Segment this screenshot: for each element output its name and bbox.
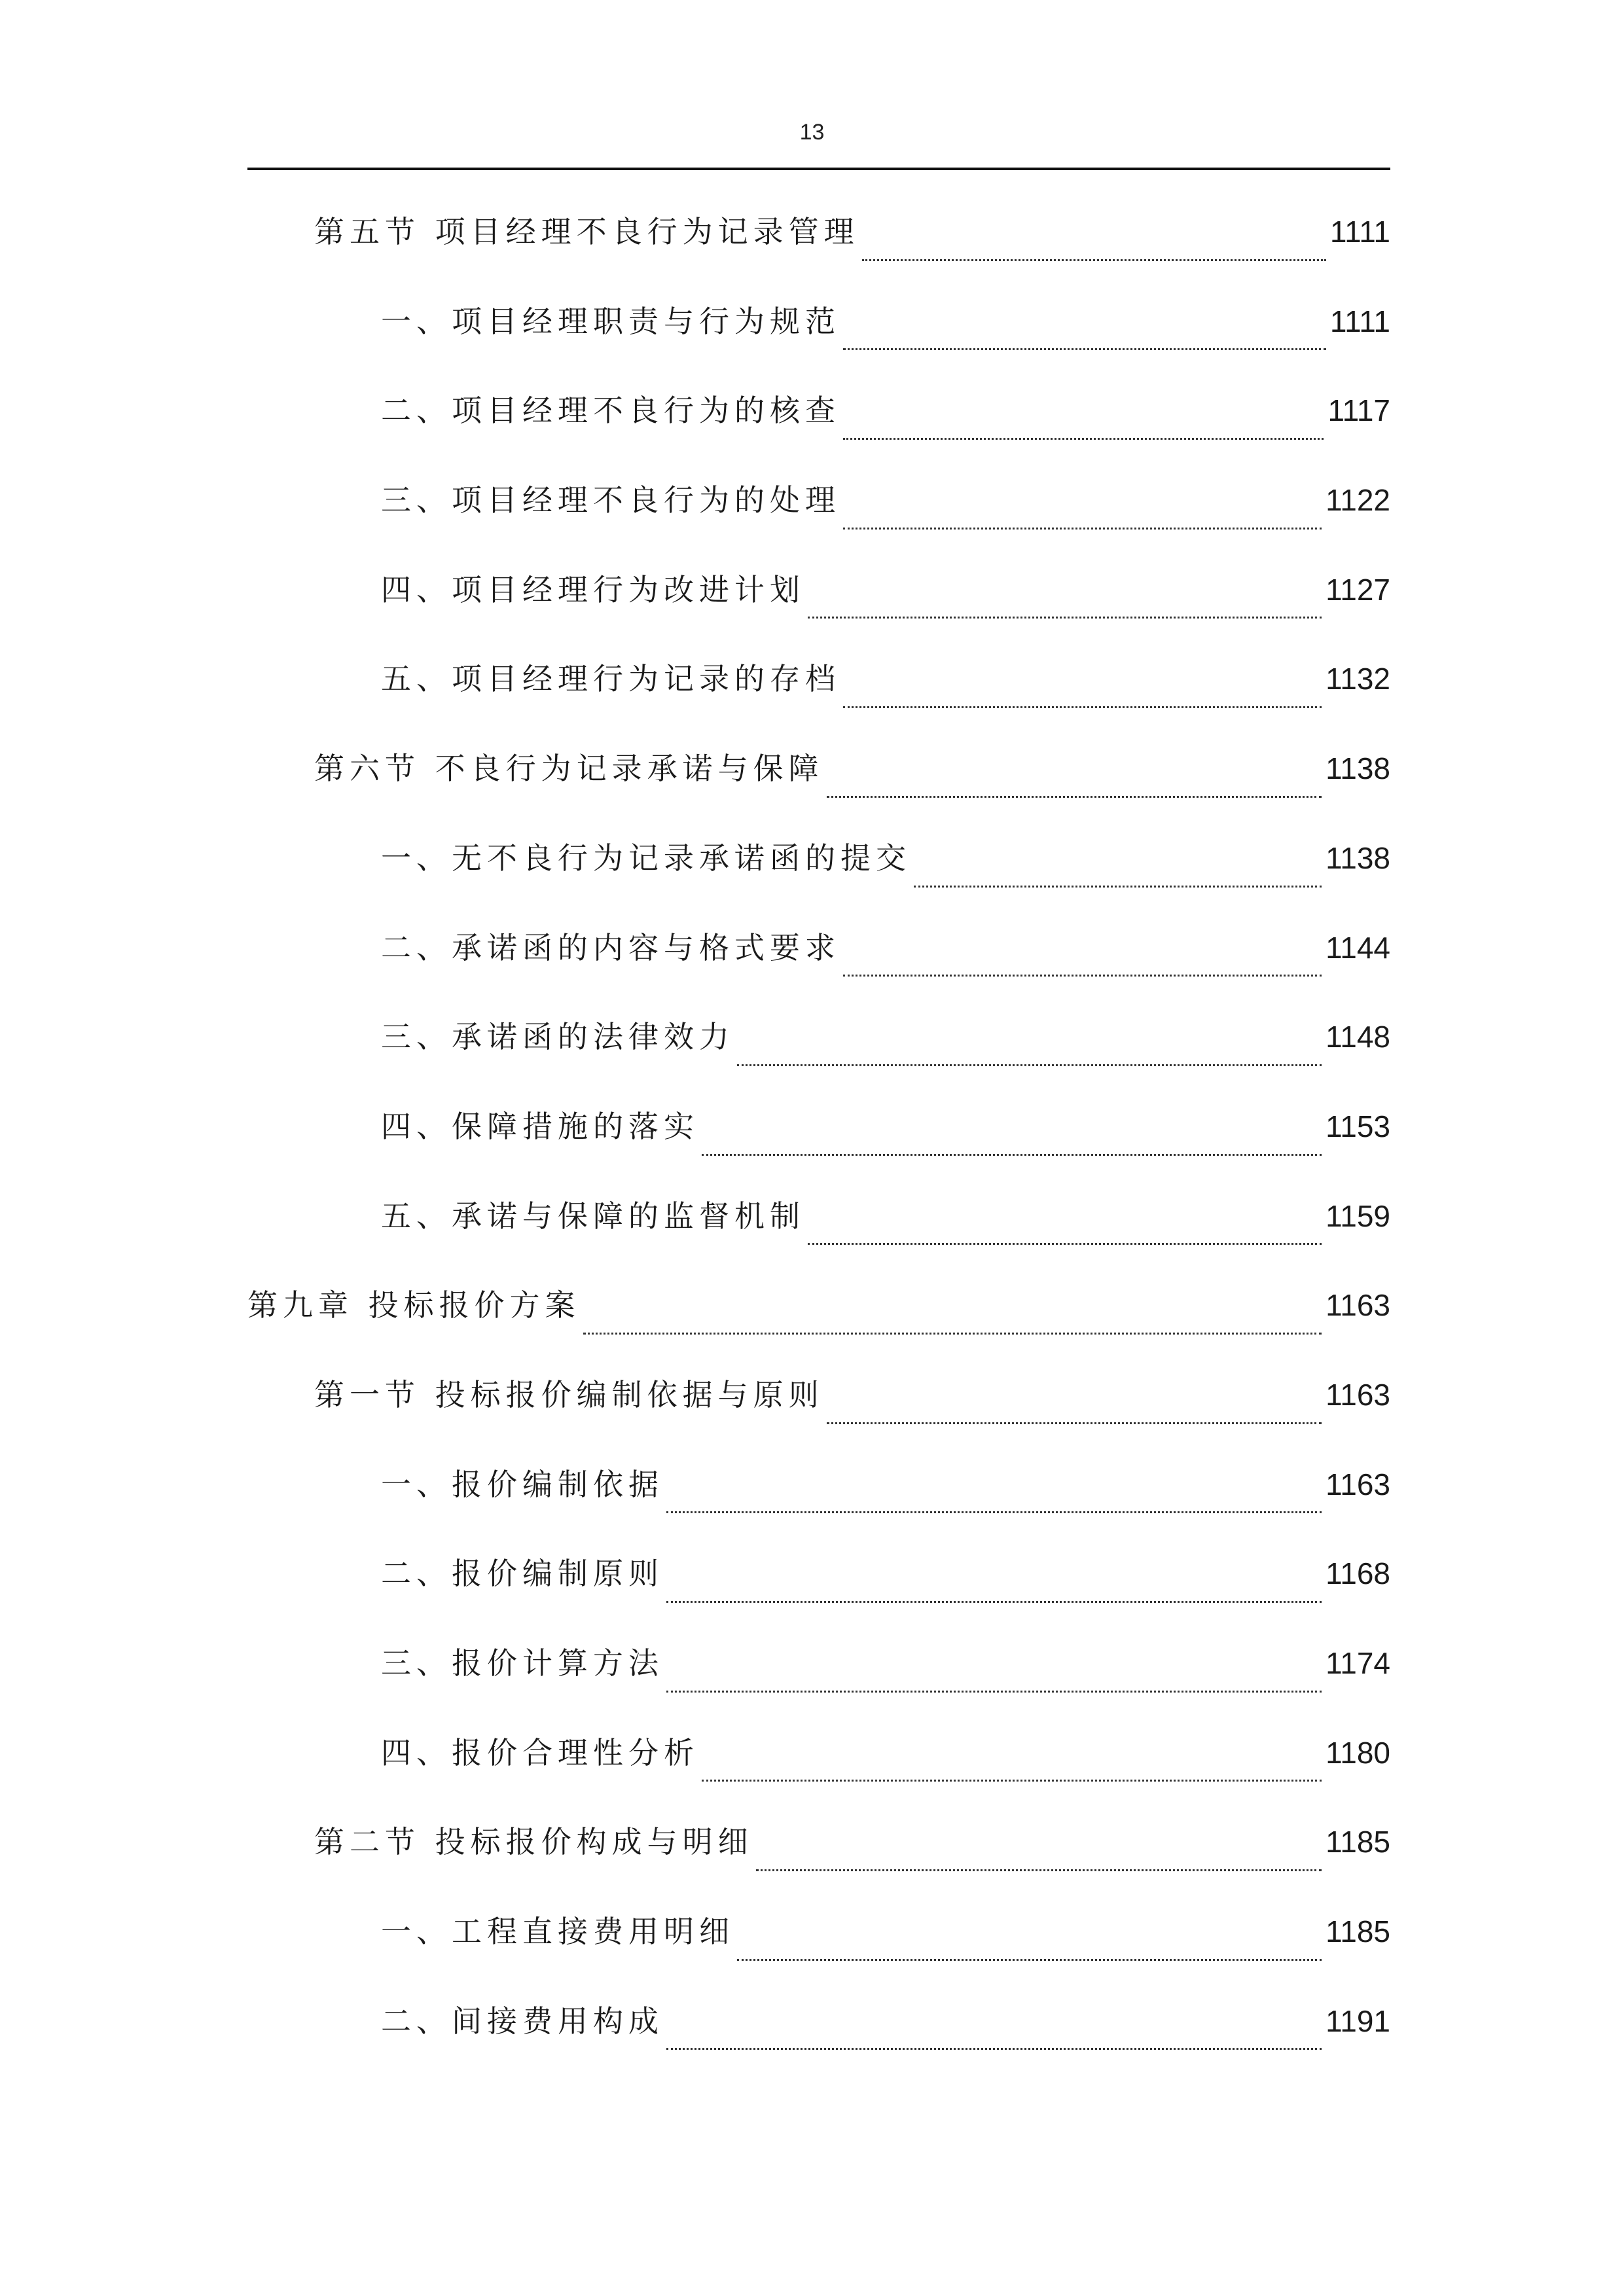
toc-entry-title: 三、项目经理不良行为的处理 — [381, 482, 840, 518]
toc-entry[interactable] — [247, 655, 1390, 745]
toc-entry-page-number: 1153 — [1326, 1109, 1390, 1143]
toc-entry[interactable] — [247, 387, 1390, 476]
toc-entry-title: 二、项目经理不良行为的核查 — [381, 393, 840, 429]
toc-entry[interactable] — [247, 298, 1390, 387]
toc-entry-title: 四、项目经理行为改进计划 — [381, 571, 805, 607]
toc-entry-page-number: 1111 — [1329, 215, 1390, 249]
toc-entry-page-number: 1138 — [1326, 751, 1390, 786]
toc-entry-page-number: 1117 — [1327, 393, 1390, 428]
toc-dot-leader — [666, 1691, 1322, 1693]
toc-dot-leader — [827, 796, 1322, 798]
toc-dot-leader — [843, 706, 1322, 708]
toc-entry-title: 四、保障措施的落实 — [381, 1108, 699, 1144]
toc-entry-page-number: 1163 — [1326, 1377, 1390, 1412]
toc-entry[interactable] — [247, 1729, 1390, 1819]
toc-entry-title: 五、项目经理行为记录的存档 — [381, 661, 840, 697]
toc-entry[interactable] — [247, 745, 1390, 834]
toc-entry[interactable] — [247, 924, 1390, 1014]
toc-dot-leader — [808, 617, 1322, 619]
toc-entry-page-number: 1111 — [1329, 304, 1390, 338]
toc-entry[interactable] — [247, 476, 1390, 566]
toc-entry-title: 一、报价编制依据 — [381, 1466, 664, 1502]
toc-entry[interactable] — [247, 1193, 1390, 1282]
toc-dot-leader — [843, 438, 1324, 440]
toc-entry[interactable] — [247, 834, 1390, 924]
toc-entry[interactable] — [247, 1908, 1390, 1998]
toc-entry[interactable] — [247, 208, 1390, 298]
toc-entry-title: 第二节 投标报价构成与明细 — [314, 1824, 753, 1860]
toc-entry-title: 第九章 投标报价方案 — [247, 1287, 581, 1323]
toc-entry-title: 三、承诺函的法律效力 — [381, 1019, 734, 1055]
toc-entry-page-number: 1168 — [1326, 1556, 1390, 1591]
toc-dot-leader — [756, 1869, 1322, 1871]
toc-entry-title: 四、报价合理性分析 — [381, 1734, 699, 1770]
toc-entry-title: 三、报价计算方法 — [381, 1645, 664, 1681]
toc-entry-page-number: 1191 — [1326, 2003, 1390, 2038]
toc-entry-title: 一、工程直接费用明细 — [381, 1914, 734, 1950]
header-rule — [247, 168, 1390, 170]
toc-dot-leader — [702, 1154, 1322, 1156]
toc-dot-leader — [702, 1780, 1322, 1782]
toc-entry-page-number: 1127 — [1326, 572, 1390, 607]
toc-dot-leader — [827, 1422, 1322, 1424]
toc-entry[interactable] — [247, 1103, 1390, 1193]
toc-dot-leader — [914, 886, 1322, 888]
toc-entry-page-number: 1148 — [1326, 1020, 1390, 1054]
toc-entry-page-number: 1122 — [1326, 483, 1390, 518]
toc-entry-page-number: 1180 — [1326, 1735, 1390, 1770]
toc-entry[interactable] — [247, 1818, 1390, 1908]
toc-dot-leader — [843, 975, 1322, 977]
toc-entry[interactable] — [247, 1550, 1390, 1640]
page-number: 13 — [799, 120, 825, 145]
toc-entry[interactable] — [247, 1371, 1390, 1461]
toc-dot-leader — [862, 259, 1326, 261]
toc-entry-page-number: 1159 — [1326, 1198, 1390, 1233]
toc-dot-leader — [843, 528, 1322, 529]
toc-dot-leader — [808, 1243, 1322, 1245]
toc-entry-page-number: 1163 — [1326, 1467, 1390, 1501]
toc-entry[interactable] — [247, 1640, 1390, 1729]
toc-entry-title: 二、间接费用构成 — [381, 2003, 664, 2039]
toc-entry[interactable] — [247, 566, 1390, 656]
toc-entry-title: 第六节 不良行为记录承诺与保障 — [314, 751, 824, 787]
toc-entry-title: 二、承诺函的内容与格式要求 — [381, 929, 840, 965]
toc-entry-title: 一、无不良行为记录承诺函的提交 — [381, 840, 911, 876]
toc-entry-title: 二、报价编制原则 — [381, 1556, 664, 1592]
toc-entry-page-number: 1144 — [1326, 930, 1390, 965]
toc-dot-leader — [666, 1601, 1322, 1603]
toc-entry[interactable] — [247, 1461, 1390, 1551]
toc-entry-page-number: 1185 — [1326, 1825, 1390, 1859]
table-of-contents — [247, 208, 1390, 2087]
toc-entry-title: 第五节 项目经理不良行为记录管理 — [314, 214, 859, 249]
toc-entry[interactable] — [247, 1013, 1390, 1103]
toc-dot-leader — [583, 1333, 1322, 1335]
toc-dot-leader — [666, 1511, 1322, 1513]
toc-dot-leader — [737, 1959, 1322, 1961]
toc-entry-page-number: 1185 — [1326, 1914, 1390, 1949]
toc-entry[interactable] — [247, 1282, 1390, 1371]
toc-entry-title: 五、承诺与保障的监督机制 — [381, 1198, 805, 1234]
toc-entry-title: 一、项目经理职责与行为规范 — [381, 303, 840, 339]
toc-entry-page-number: 1132 — [1326, 662, 1390, 696]
toc-entry-page-number: 1174 — [1326, 1646, 1390, 1680]
toc-entry-page-number: 1163 — [1326, 1288, 1390, 1323]
toc-dot-leader — [737, 1064, 1322, 1066]
toc-entry-page-number: 1138 — [1326, 840, 1390, 875]
toc-dot-leader — [843, 348, 1326, 350]
toc-entry-title: 第一节 投标报价编制依据与原则 — [314, 1376, 824, 1412]
toc-entry[interactable] — [247, 1998, 1390, 2087]
toc-dot-leader — [666, 2048, 1322, 2050]
